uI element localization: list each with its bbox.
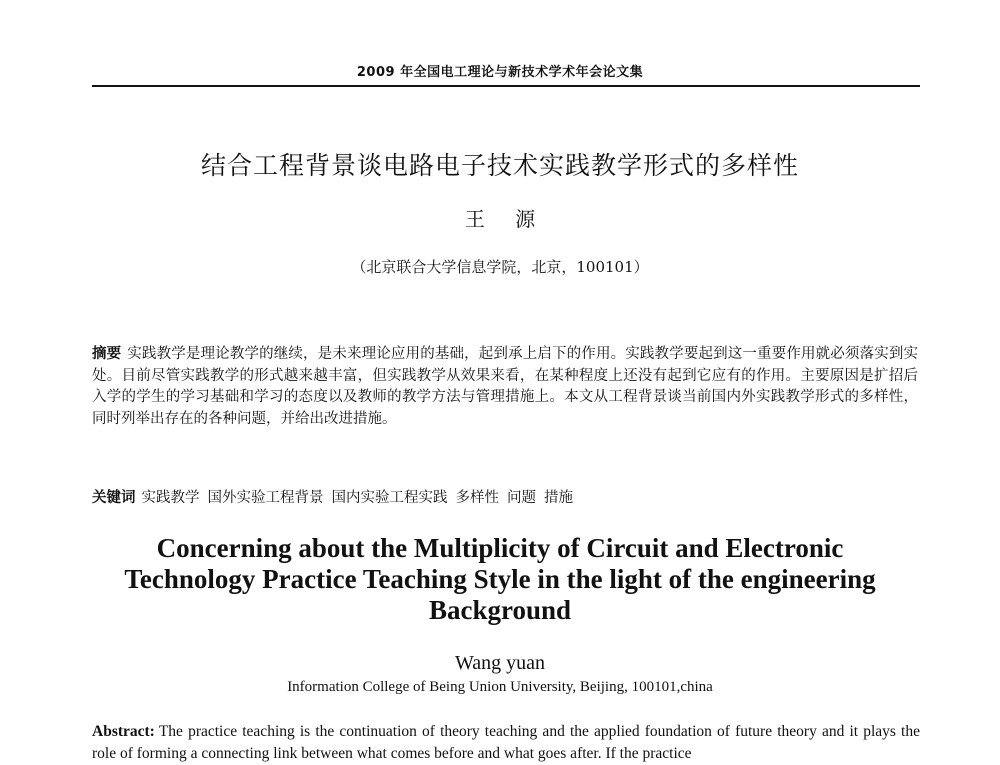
chinese-abstract-label: 摘要 — [92, 346, 122, 362]
english-title-line: Concerning about the Multiplicity of Circuit and Electronic — [156, 533, 844, 563]
english-title — [60, 533, 940, 626]
chinese-abstract — [92, 344, 918, 430]
keyword: 国内实验工程实践 — [331, 490, 448, 506]
english-title-line: Technology Practice Teaching Style in the light of the engineering — [124, 564, 876, 594]
english-title-line: Background — [428, 595, 572, 625]
keyword: 国外实验工程背景 — [207, 490, 324, 506]
keyword: 措施 — [544, 490, 573, 506]
english-abstract — [92, 721, 920, 765]
chinese-author: 王 源 — [464, 207, 548, 231]
english-affiliation: Information College of Being Union University, Beijing, 100101,china — [287, 679, 713, 695]
chinese-keywords-label: 关键词 — [92, 490, 136, 506]
keyword: 实践教学 — [141, 490, 200, 506]
chinese-title: 结合工程背景谈电路电子技术实践教学形式的多样性 — [200, 151, 799, 180]
keyword: 问题 — [507, 490, 536, 506]
english-abstract-text: The practice teaching is the continuation of theory teaching and the applied foundation of future theory and it plays the role of forming a connecting link between what comes before and what goes after. If the practice — [92, 723, 920, 762]
chinese-abstract-text: 实践教学是理论教学的继续，是未来理论应用的基础，起到承上启下的作用。实践教学要起到这一重要作用就必须落实到实处。目前尽管实践教学的形式越来越丰富，但实践教学从效果来看，在某种程度上还没有起到它应有的作用。主要原因是扩招后入学的学生的学习基础和学习的态度以及教师的教学方法与管理措施上。本文从工程背景谈当前国内外实践教学形式的多样性，同时列举出存在的各种问题，并给出改进措施。 — [92, 346, 919, 427]
running-header: 2009 年全国电工理论与新技术学术年会论文集 — [356, 65, 644, 80]
keyword: 多样性 — [455, 490, 499, 506]
english-author: Wang yuan — [454, 652, 546, 674]
header-rule — [92, 85, 920, 87]
english-abstract-label: Abstract: — [92, 723, 155, 740]
chinese-keywords — [92, 488, 918, 508]
chinese-affiliation: （北京联合大学信息学院，北京，100101） — [351, 258, 649, 276]
